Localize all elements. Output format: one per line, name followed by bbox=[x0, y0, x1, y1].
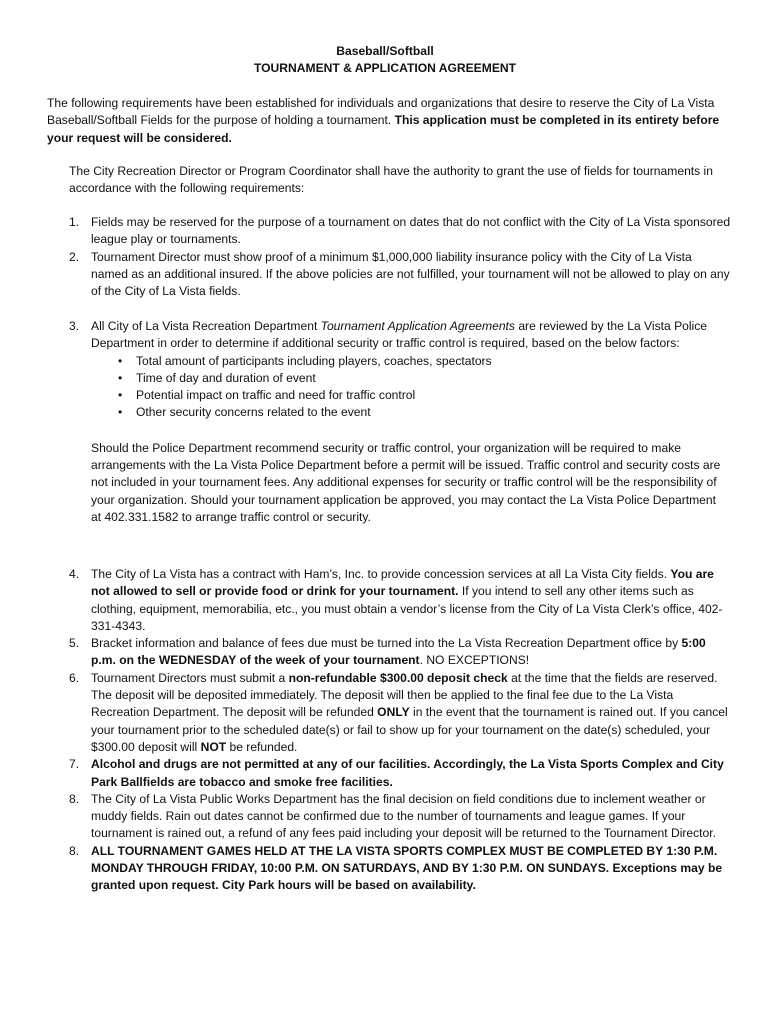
requirement-item-4 bbox=[69, 566, 731, 635]
document-header bbox=[0, 43, 770, 78]
factor-text: Other security concerns related to the event bbox=[136, 405, 371, 420]
requirement-bold-text: Alcohol and drugs are not permitted at any of our facilities. Accordingly, the La Vista Sports Complex and City Park Ballfields are tobacco and smoke free facilities. bbox=[91, 757, 724, 789]
requirement-item-5 bbox=[69, 635, 731, 670]
requirement-text-end: If you intend to sell any other items such as clothing, equipment, memorabilia, etc., you must obtain a vendor’s license from the City of La Vista Clerk’s office, 402-331-4343. bbox=[91, 584, 723, 633]
requirements-list-a bbox=[69, 214, 731, 300]
requirements-list-c bbox=[69, 566, 731, 895]
requirements-list-b bbox=[69, 318, 727, 526]
police-note-paragraph: Should the Police Department recommend security or traffic control, your organization will be required to make arrangements with the La Vista Police Department before a permit will be issued. Traffic control and security costs are not included in your tournament fees. Any additional expenses for security or traffic control will be the responsibility of your organization. Should your tournament application be approved, you may contact the La Vista Police Department at 402.331.1582 to arrange traffic control or security. bbox=[91, 440, 721, 524]
requirement-text: Bracket information and balance of fees due must be turned into the La Vista Recreation Department office by bbox=[91, 636, 682, 651]
factor-text: Total amount of participants including players, coaches, spectators bbox=[136, 353, 492, 368]
header-sport-title: Baseball/Softball bbox=[336, 44, 434, 58]
requirement-item-1 bbox=[69, 214, 731, 249]
bullet-icon: • bbox=[118, 353, 123, 368]
factor-item bbox=[118, 370, 727, 387]
authority-paragraph: The City Recreation Director or Program Coordinator shall have the authority to grant the use of fields for tournaments in accordance with the following requirements: bbox=[69, 164, 713, 196]
factor-text: Potential impact on traffic and need for traffic control bbox=[136, 388, 416, 403]
intro-paragraph bbox=[47, 95, 727, 147]
requirement-number: 2. bbox=[69, 249, 80, 264]
requirement-item-8 bbox=[69, 791, 731, 843]
requirement-bold-text: ALL TOURNAMENT GAMES HELD AT THE LA VISTA SPORTS COMPLEX MUST BE COMPLETED BY 1:30 P.M. MONDAY THROUGH FRIDAY, 10:00 P.M. ON SATURDAYS, AND BY 1:30 P.M. ON SUNDAYS. Exceptions may be granted upon request. City Park hours will be based on availability. bbox=[91, 843, 723, 893]
requirement-italic-title: Tournament Application Agreements bbox=[320, 319, 515, 333]
requirement-bold-text: You are not allowed to sell or provide food or drink for your tournament. bbox=[91, 567, 714, 599]
factor-item bbox=[118, 404, 727, 421]
factor-text: Time of day and duration of event bbox=[136, 370, 316, 385]
requirement-text-end: be refunded. bbox=[226, 739, 298, 754]
requirement-number: 8. bbox=[69, 843, 80, 858]
intro-bold-note: This application must be completed in its entirety before your request will be considered. bbox=[47, 113, 720, 145]
requirement-number: 5. bbox=[69, 636, 80, 651]
requirement-text-mid: at the time that the fields are reserved. The deposit will be deposited immediately. The deposit will then be applied to the final fee due to the La Vista Recreation Department. The deposit will be refunded bbox=[91, 670, 718, 720]
requirement-item-7 bbox=[69, 756, 731, 791]
requirement-number: 7. bbox=[69, 757, 80, 772]
requirement-item-3 bbox=[69, 318, 727, 526]
bullet-icon: • bbox=[118, 405, 123, 420]
factors-list bbox=[91, 353, 727, 422]
requirement-bold-text: non-refundable $300.00 deposit check bbox=[288, 670, 508, 685]
factor-item bbox=[118, 387, 727, 404]
requirement-item-8-hours bbox=[69, 843, 731, 895]
requirement-text: The City of La Vista has a contract with Ham’s, Inc. to provide concession services at all La Vista City fields. bbox=[91, 567, 671, 581]
requirement-number: 8. bbox=[69, 791, 80, 806]
requirement-number: 4. bbox=[69, 567, 80, 581]
requirement-number: 1. bbox=[69, 215, 80, 229]
header-agreement-title: TOURNAMENT & APPLICATION AGREEMENT bbox=[253, 61, 517, 76]
requirement-item-6 bbox=[69, 670, 731, 756]
requirement-text: Tournament Directors must submit a bbox=[91, 670, 289, 685]
bullet-icon: • bbox=[118, 370, 123, 385]
requirement-text: The City of La Vista Public Works Department has the final decision on field conditions due to inclement weather or muddy fields. Rain out dates cannot be confirmed due to the number of tournaments and league games. If your tournament is rained out, a refund of any fees paid including your deposit will be returned to the Tournament Director. bbox=[91, 791, 716, 841]
requirement-item-2 bbox=[69, 249, 731, 301]
requirement-text: Fields may be reserved for the purpose of a tournament on dates that do not conflict with the City of La Vista sponsored league play or tournaments. bbox=[91, 215, 731, 247]
requirement-number: 6. bbox=[69, 670, 80, 685]
bullet-icon: • bbox=[118, 388, 123, 403]
factor-item bbox=[118, 353, 727, 370]
requirement-text-end: are reviewed by the La Vista Police Department in order to determine if additional security or traffic control is required, based on the below factors: bbox=[91, 319, 708, 351]
requirement-text-mid2: in the event that the tournament is rained out. If you cancel your tournament prior to the scheduled date(s) or fail to show up for your tournament on the date(s) scheduled, your $300.00 deposit will bbox=[91, 705, 728, 754]
requirement-bold-only: ONLY bbox=[377, 705, 410, 720]
requirement-number: 3. bbox=[69, 319, 80, 333]
requirement-text: Tournament Director must show proof of a minimum $1,000,000 liability insurance policy with the City of La Vista named as an additional insured. If the above policies are not fulfilled, your tournament will not be allowed to play on any of the City of La Vista fields. bbox=[91, 249, 730, 299]
requirement-text: All City of La Vista Recreation Department bbox=[91, 319, 321, 333]
requirement-text-end: . NO EXCEPTIONS! bbox=[419, 653, 530, 668]
intro-text: The following requirements have been established for individuals and organizations that desire to reserve the City of La Vista Baseball/Softball Fields for the purpose of holding a tournament. bbox=[47, 96, 715, 128]
requirement-bold-text: 5:00 p.m. on the WEDNESDAY of the week of your tournament bbox=[91, 636, 706, 668]
requirement-bold-not: NOT bbox=[200, 739, 227, 754]
